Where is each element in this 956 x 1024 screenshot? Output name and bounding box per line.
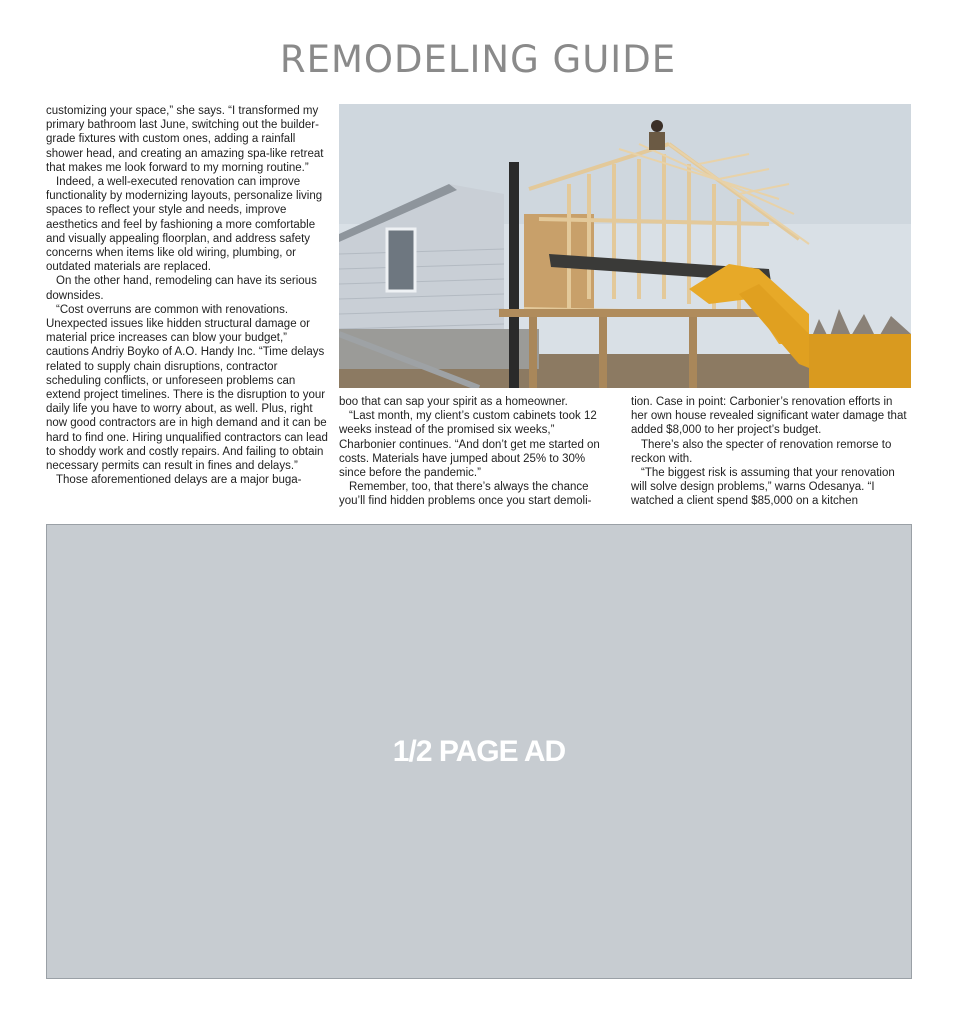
article-column-1 [46,104,328,487]
paragraph: tion. Case in point: Carbonier’s renovation efforts in her own house revealed significant water damage that added $8,000 to her project’s budget. [631,396,907,437]
paragraph: “The biggest risk is assuming that your renovation will solve design problems,” warns Odesanya. “I watched a client spend $85,000 on a kitchen [631,467,895,508]
half-page-ad-placeholder[interactable] [46,524,912,979]
paragraph: “Last month, my client’s custom cabinets took 12 weeks instead of the promised six weeks,” Charbonier continues. “And don’t get me started on costs. Materials have jumped about 25% to 30% since before the pandemic.” [339,410,600,480]
construction-photo [339,104,911,388]
ad-label: 1/2 PAGE AD [392,734,566,768]
paragraph: Indeed, a well-executed renovation can improve functionality by modernizing layouts, personalize living spaces to reflect your style and needs, improve aesthetics and feel by fashioning a more comfortable and visually appealing floorplan, and address safety concerns when items like old wiring, plumbing, or outdated materials are replaced. [46,176,323,274]
paragraph: There’s also the specter of renovation remorse to reckon with. [631,438,892,465]
article-column-2 [339,395,614,509]
paragraph: On the other hand, remodeling can have its serious downsides. [46,275,317,302]
paragraph: Remember, too, that there’s always the chance you’ll find hidden problems once you start demoli- [339,481,592,508]
page-title: REMODELING GUIDE [279,38,677,81]
paragraph: “Cost overruns are common with renovations. Unexpected issues like hidden structural damage or material price increases can blow your budget,” cautions Andriy Boyko of A.O. Handy Inc. “Time delays related to supply chain disruptions, contractor scheduling conflicts, or unforeseen problems can extend project timelines. There is the disruption to your daily life you have to worry about, as well. Plus, right now good contractors are in high demand and it can be hard to find one. Hiring unqualified contractors can lead to shoddy work and costly repairs. And failing to obtain necessary permits can result in fines and delays.” [46,303,328,473]
article-column-3 [631,395,911,509]
paragraph: boo that can sap your spirit as a homeowner. [339,396,568,408]
paragraph: Those aforementioned delays are a major buga- [56,474,302,487]
paragraph: customizing your space,” she says. “I transformed my primary bathroom last June, switching out the builder-grade fixtures with custom ones, adding a rainfall shower head, and creating an amazing spa-like retreat that makes me look forward to my morning routine.” [46,105,324,174]
